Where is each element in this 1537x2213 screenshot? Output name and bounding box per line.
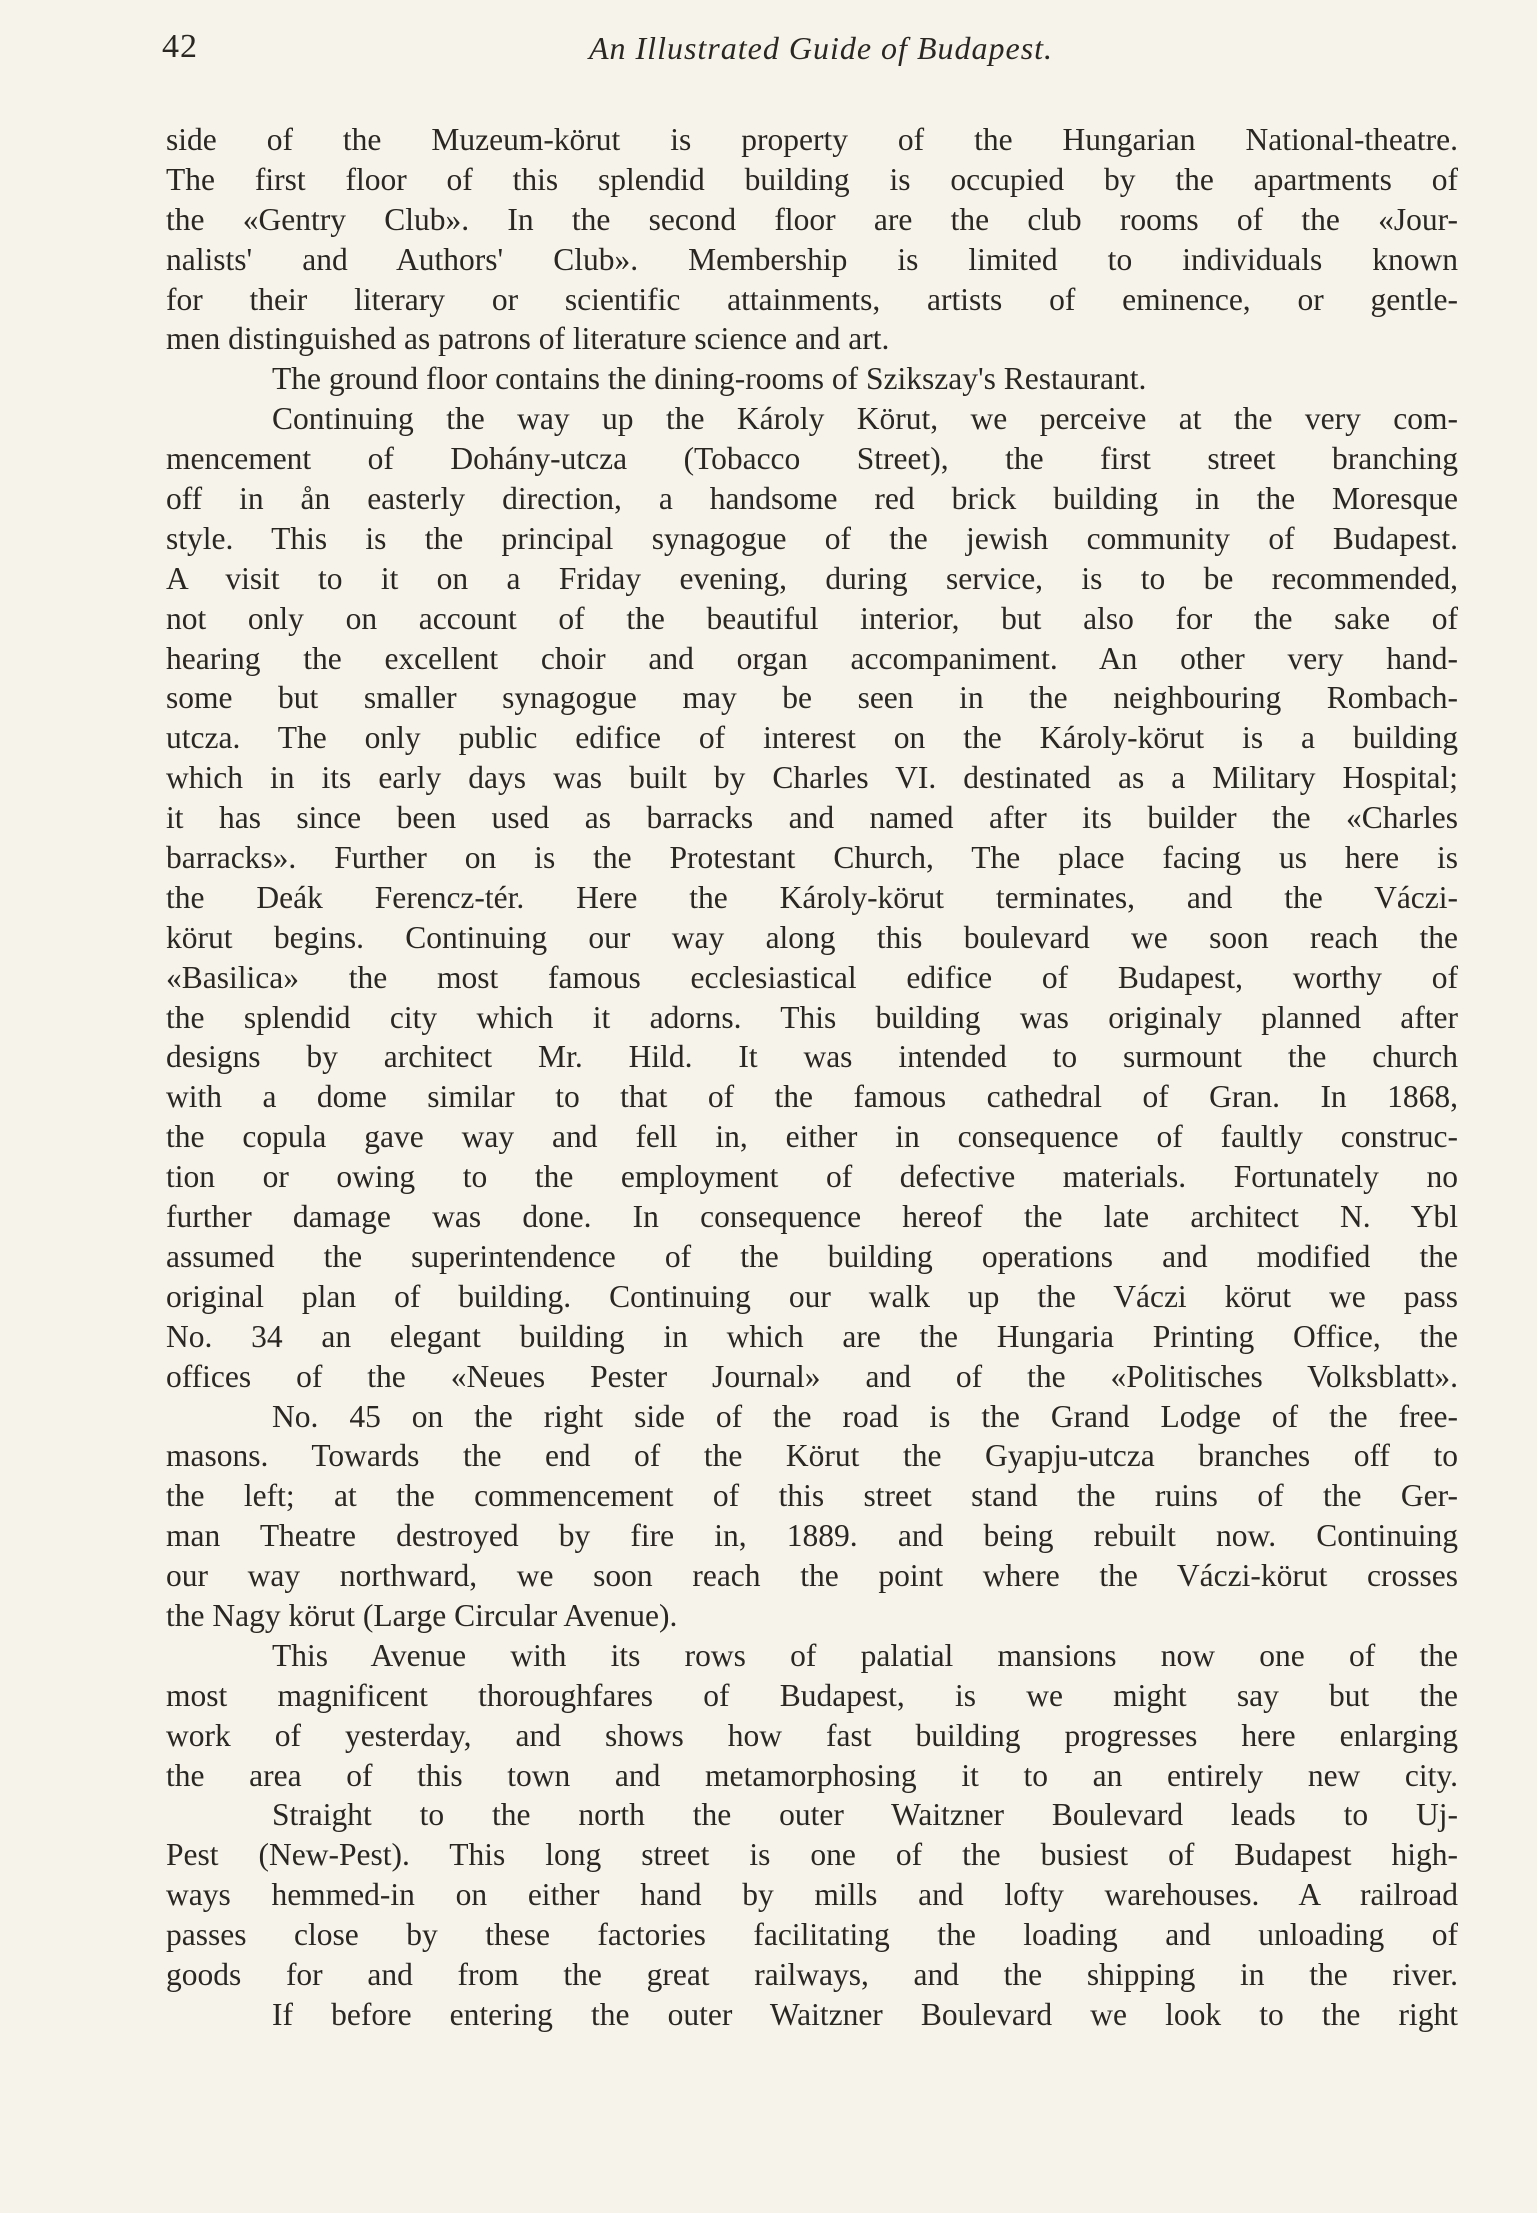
text-line: The first floor of this splendid building is occupied by the apartments of: [166, 161, 1458, 197]
text-line: nalists' and Authors' Club». Membership is limited to individuals known: [166, 241, 1458, 277]
text-line: the Deák Ferencz-tér. Here the Károly-körut terminates, and the Váczi-: [166, 879, 1458, 915]
text-line: körut begins. Continuing our way along this boulevard we soon reach the: [166, 919, 1458, 955]
text-line: it has since been used as barracks and named after its builder the «Charles: [166, 800, 1458, 836]
text-line: Straight to the north the outer Waitzner Boulevard leads to Uj-: [272, 1797, 1458, 1833]
text-line: masons. Towards the end of the Körut the Gyapju-utcza branches off to: [166, 1438, 1458, 1474]
text-line: the area of this town and metamorphosing it to an entirely new city.: [166, 1757, 1458, 1793]
text-line: work of yesterday, and shows how fast building progresses here enlarging: [166, 1717, 1458, 1753]
running-head: [162, 22, 1480, 82]
text-line: man Theatre destroyed by fire in, 1889. and being rebuilt now. Continuing: [166, 1518, 1458, 1554]
text-line: the splendid city which it adorns. This building was originaly planned after: [166, 999, 1458, 1035]
text-line: hearing the excellent choir and organ accompaniment. An other very hand-: [166, 640, 1458, 676]
text-line: style. This is the principal synagogue of the jewish community of Budapest.: [166, 520, 1458, 556]
text-line: If before entering the outer Waitzner Boulevard we look to the right: [272, 1996, 1458, 2032]
text-line: offices of the «Neues Pester Journal» and of the «Politisches Volksblatt».: [166, 1358, 1458, 1394]
text-line: which in its early days was built by Charles VI. destinated as a Military Hospital;: [166, 760, 1458, 796]
text-line: off in ån easterly direction, a handsome red brick building in the Moresque: [166, 481, 1458, 517]
book-title: An Illustrated Guide of Budapest.: [588, 30, 1054, 66]
text-line: original plan of building. Continuing our walk up the Váczi körut we pass: [166, 1278, 1458, 1314]
text-line: the «Gentry Club». In the second floor are the club rooms of the «Jour-: [166, 201, 1458, 237]
text-line: the left; at the commencement of this street stand the ruins of the Ger-: [166, 1478, 1458, 1514]
text-line: A visit to it on a Friday evening, during service, is to be recommended,: [166, 560, 1458, 596]
text-line: No. 34 an elegant building in which are the Hungaria Printing Office, the: [166, 1318, 1458, 1354]
text-line: the copula gave way and fell in, either in consequence of faultly construc-: [166, 1119, 1458, 1155]
text-line: some but smaller synagogue may be seen in the neighbouring Rombach-: [166, 680, 1458, 716]
text-line: designs by architect Mr. Hild. It was intended to surmount the church: [166, 1039, 1458, 1075]
text-line: utcza. The only public edifice of interest on the Károly-körut is a building: [166, 720, 1458, 756]
text-line: ways hemmed-in on either hand by mills and lofty warehouses. A railroad: [166, 1877, 1458, 1913]
text-line: This Avenue with its rows of palatial mansions now one of the: [272, 1637, 1458, 1673]
text-line: Pest (New-Pest). This long street is one of the busiest of Budapest high-: [166, 1837, 1458, 1873]
text-line: No. 45 on the right side of the road is the Grand Lodge of the free-: [272, 1398, 1458, 1434]
text-line: side of the Muzeum-körut is property of the Hungarian National-theatre.: [166, 122, 1458, 157]
text-line: assumed the superintendence of the building operations and modified the: [166, 1238, 1458, 1274]
text-line: for their literary or scientific attainments, artists of eminence, or gentle-: [166, 281, 1458, 317]
text-line: with a dome similar to that of the famous cathedral of Gran. In 1868,: [166, 1079, 1458, 1115]
text-line: the Nagy körut (Large Circular Avenue).: [166, 1597, 678, 1633]
text-line: The ground floor contains the dining-rooms of Szikszay's Restaurant.: [272, 361, 1147, 397]
page-number: 42: [162, 28, 198, 65]
text-line: tion or owing to the employment of defective materials. Fortunately no: [166, 1159, 1458, 1195]
text-line: mencement of Dohány-utcza (Tobacco Street), the first street branching: [166, 441, 1458, 477]
text-line: «Basilica» the most famous ecclesiastical edifice of Budapest, worthy of: [166, 959, 1458, 995]
text-line: Continuing the way up the Károly Körut, we perceive at the very com-: [272, 401, 1458, 437]
text-line: barracks». Further on is the Protestant Church, The place facing us here is: [166, 840, 1458, 876]
text-line: passes close by these factories facilitating the loading and unloading of: [166, 1917, 1458, 1953]
text-line: our way northward, we soon reach the point where the Váczi-körut crosses: [166, 1558, 1458, 1594]
text-line: further damage was done. In consequence hereof the late architect N. Ybl: [166, 1199, 1458, 1235]
text-line: not only on account of the beautiful interior, but also for the sake of: [166, 600, 1458, 636]
body-text: [166, 120, 1458, 2035]
text-line: most magnificent thoroughfares of Budapest, is we might say but the: [166, 1677, 1458, 1713]
text-line: goods for and from the great railways, and the shipping in the river.: [166, 1956, 1458, 1992]
text-line: men distinguished as patrons of literature science and art.: [166, 321, 890, 357]
